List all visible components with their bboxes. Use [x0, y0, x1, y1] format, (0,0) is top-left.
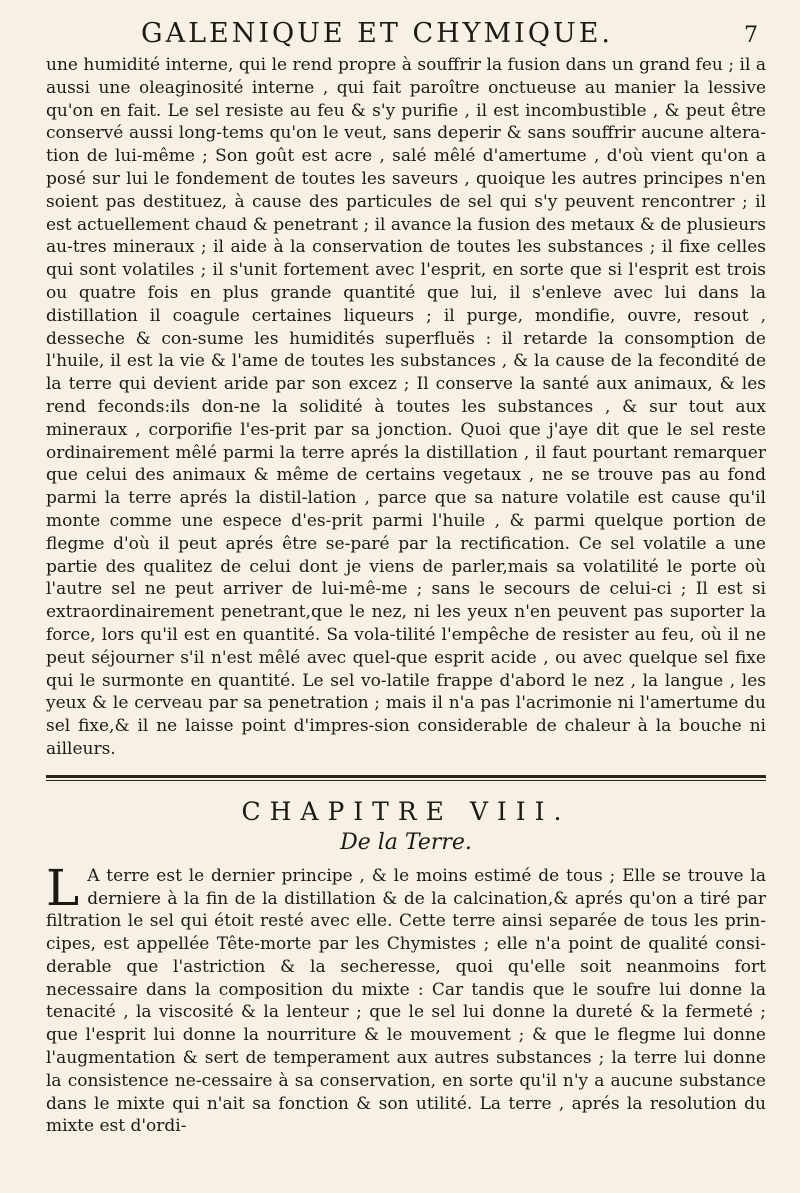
drop-cap-initial: L [46, 858, 80, 917]
chapter-subtitle: De la Terre. [340, 829, 472, 855]
chapter-heading: CHAPITRE VIII. [241, 796, 571, 826]
chapter-paragraph [46, 858, 766, 1139]
section-divider-thin [46, 780, 766, 781]
chapter-paragraph-text: A terre est le dernier principe , & le moins estimé de tous ; Elle se trouve la derniere à la fin de la distillation & de la calcination,& aprés qu'on a tiré par filtration le sel qui étoit resté avec elle. Cette terre ainsi separée de tous les prin-cipes, est appellée Tête-morte par les Chymistes ; elle n'a point de qualité consi-derable que l'astriction & la secheresse, quoi qu'elle soit neanmoins fort necessaire dans la composition du mixte : Car tandis que le soufre lui donne la tenacité , la viscosité & la lenteur ; que le sel lui donne la dureté & la fermeté ; que l'esprit lui donne la nourriture & le mouvement ; & que le flegme lui donne l'augmentation & sert de temperament aux autres substances ; la terre lui donne la consistence ne-cessaire à sa conservation, en sorte qu'il n'y a aucune substance dans le mixte qui n'ait sa fonction & son utilité. La terre , aprés la resolution du mixte est d'ordi- [46, 865, 766, 1137]
body-paragraph: une humidité interne, qui le rend propre à souffrir la fusion dans un grand feu ; il a aussi une oleaginosité interne , qui fait paroître onctueuse au manier la lessive qu'on en fait. Le sel resiste au feu & s'y purifie , il est incombustible , & peut être conservé aussi long-tems qu'on le veut, sans deperir & sans souffrir aucune altera-tion de lui-même ; Son goût est acre , salé mêlé d'amertume , d'où vient qu'on a posé sur lui le fondement de toutes les saveurs , quoique les autres principes n'en soient pas destituez, à cause des particules de sel qui s'y peuvent rencontrer ; il est actuellement chaud & penetrant ; il avance la fusion des metaux & de plusieurs au-tres mineraux ; il aide à la conservation de toutes les substances ; il fixe celles qui sont volatiles ; il s'unit fortement avec l'esprit, en sorte que si l'esprit est trois ou quatre fois en plus grande quantité que lui, il s'enleve avec lui dans la distillation il coagule certaines liqueurs ; il purge, mondifie, ouvre, resout , desseche & con-sume les humidités superfluës : il retarde la consomption de l'huile, il est la vie & l'ame de toutes les substances , & la cause de la fecondité de la terre qui devient aride par son excez ; Il conserve la santé aux animaux, & les rend feconds:ils don-ne la solidité à toutes les substances , & sur tout aux mineraux , corporifie l'es-prit par sa jonction. Quoi que j'aye dit que le sel reste ordinairement mêlé parmi la terre aprés la distillation , il faut pourtant remarquer que celui des animaux & même de certains vegetaux , ne se trouve pas au fond parmi la terre aprés la distil-lation , parce que sa nature volatile est cause qu'il monte comme une espece d'es-prit parmi l'huile , & parmi quelque portion de flegme d'où il peut aprés être se-paré par la rectification. Ce sel volatile a une partie des qualitez de celui dont je viens de parler,mais sa volatilité le porte où l'autre sel ne peut arriver de lui-mê-me ; sans le secours de celui-ci ; Il est si extraordinairement penetrant,que le nez, ni les yeux n'en peuvent pas suporter la force, lors qu'il est en quantité. Sa vola-tilité l'empêche de resister au feu, où il ne peut séjourner s'il n'est mêlé avec quel-que esprit acide , ou avec quelque sel fixe qui le surmonte en quantité. Le sel vo-latile frappe d'abord le nez , la langue , les yeux & le cerveau par sa penetration ; mais il n'a pas l'acrimonie ni l'amertume du sel fixe,& il ne laisse point d'impres-sion considerable de chaleur à la bouche ni ailleurs. [46, 55, 766, 759]
running-head [46, 18, 766, 54]
running-title: GALENIQUE ET CHYMIQUE. [141, 18, 614, 49]
page-number: 7 [744, 23, 758, 48]
section-divider [46, 775, 766, 778]
